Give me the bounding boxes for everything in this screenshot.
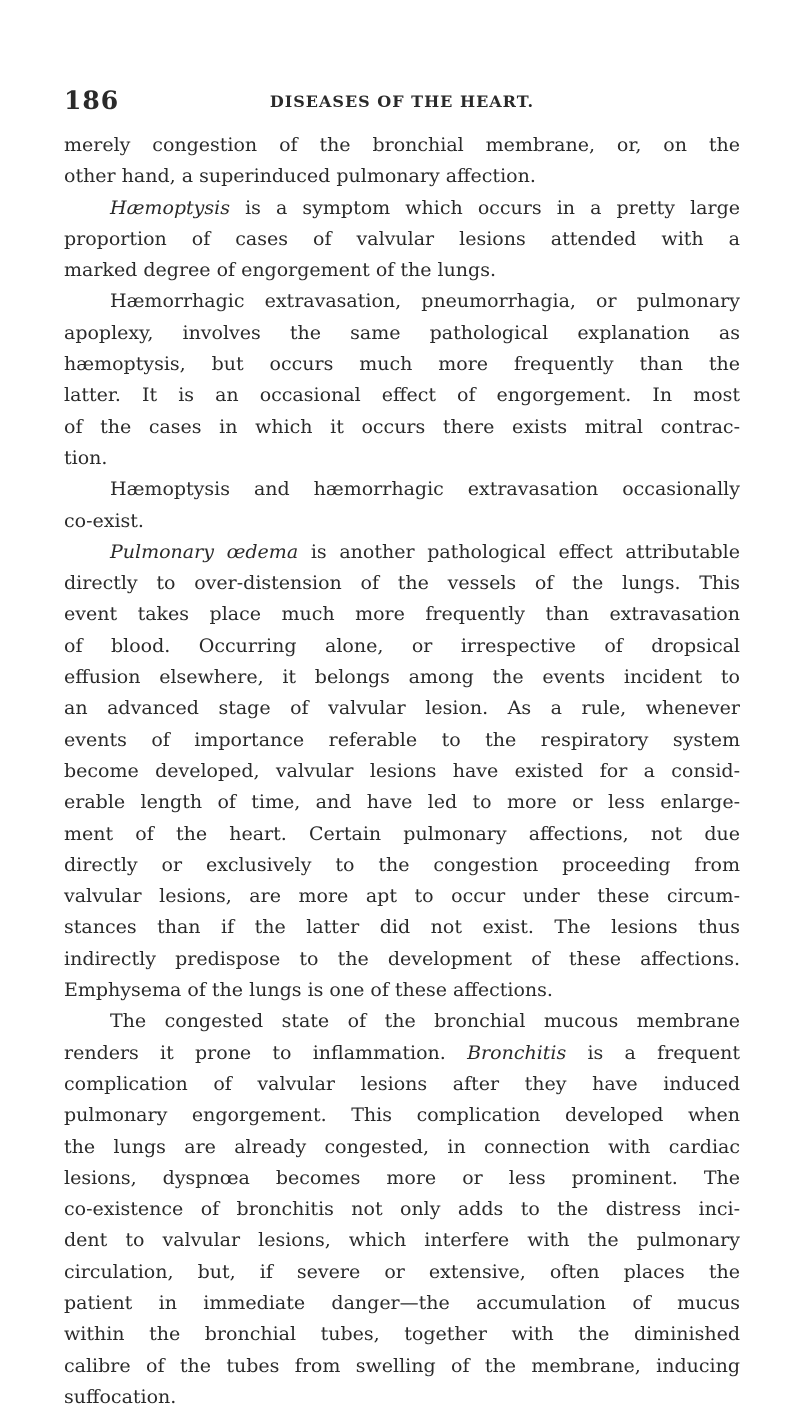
book-page [64,86,740,1413]
text-line: Hæmorrhagic extravasation, pneumorrhagia, or pulmonary [110,290,740,313]
text-line: the lungs are already congested, in connection with cardiac [64,1135,740,1158]
text-line: of blood. Occurring alone, or irrespective of dropsical [64,634,740,657]
italic-term-haemoptysis: Hæmoptysis [110,196,230,219]
text-line: effusion elsewhere, it belongs among the events incident to [64,666,740,689]
text-line: apoplexy, involves the same pathological explanation as [64,321,740,344]
text-line: renders it prone to inflammation. Bronchitis is a frequent [64,1041,741,1064]
text-line: ment of the heart. Certain pulmonary affections, not due [64,822,740,845]
text-line: circulation, but, if severe or extensive, often places the [64,1260,740,1283]
text-line: suffocation. [64,1385,177,1408]
text-line: co-existence of bronchitis not only adds to the distress inci- [64,1198,740,1221]
italic-term-bronchitis: Bronchitis [467,1041,567,1064]
text-line: latter. It is an occasional effect of engorgement. In most [64,384,740,407]
body-text [64,130,740,1413]
text-line: dent to valvular lesions, which interfere with the pulmonary [64,1229,740,1252]
text-line: of the cases in which it occurs there exists mitral contrac- [64,415,740,438]
text-line: co-exist. [64,509,144,532]
text-line: merely congestion of the bronchial membrane, or, on the [64,134,740,156]
text-line: patient in immediate danger—the accumulation of mucus [64,1291,740,1314]
text-line: directly to over-distension of the vessels of the lungs. This [64,572,740,595]
text-line: events of importance referable to the respiratory system [64,728,740,751]
text-line: tion. [64,446,108,469]
text-line: proportion of cases of valvular lesions attended with a [64,227,740,250]
text-line: Hæmoptysis and hæmorrhagic extravasation occasionally [110,478,740,501]
text-line: pulmonary engorgement. This complication developed when [64,1104,740,1127]
text-line: within the bronchial tubes, together with the diminished [64,1323,740,1346]
text-line: Hæmoptysis is a symptom which occurs in a pretty large [110,196,740,219]
text-line: other hand, a superinduced pulmonary affection. [64,165,536,188]
running-title: DISEASES OF THE HEART. [269,92,535,111]
text-line: The congested state of the bronchial mucous membrane [110,1010,740,1033]
text-line: an advanced stage of valvular lesion. As a rule, whenever [64,697,740,720]
text-line: valvular lesions, are more apt to occur under these circum- [64,885,740,908]
text-line: hæmoptysis, but occurs much more frequently than the [64,353,740,376]
italic-term-pulmonary-oedema: Pulmonary œdema [110,540,299,563]
text-line: erable length of time, and have led to more or less enlarge- [64,791,740,814]
text-line: directly or exclusively to the congestion proceeding from [64,853,740,876]
text-line: complication of valvular lesions after they have induced [64,1072,740,1095]
text-line: stances than if the latter did not exist. The lesions thus [64,916,740,939]
text-line: become developed, valvular lesions have existed for a consid- [64,759,740,782]
text-line: calibre of the tubes from swelling of the membrane, inducing [64,1354,740,1377]
text-line: lesions, dyspnœa becomes more or less prominent. The [64,1166,740,1189]
running-head [64,86,740,122]
text-line: Pulmonary œdema is another pathological effect attributable [110,540,741,563]
text-line: indirectly predispose to the development of these affections. [64,947,740,970]
text-line: event takes place much more frequently than extravasation [64,603,740,626]
text-line: Emphysema of the lungs is one of these affections. [64,979,553,1002]
text-line: marked degree of engorgement of the lungs. [64,259,496,282]
page-number: 186 [64,86,120,115]
